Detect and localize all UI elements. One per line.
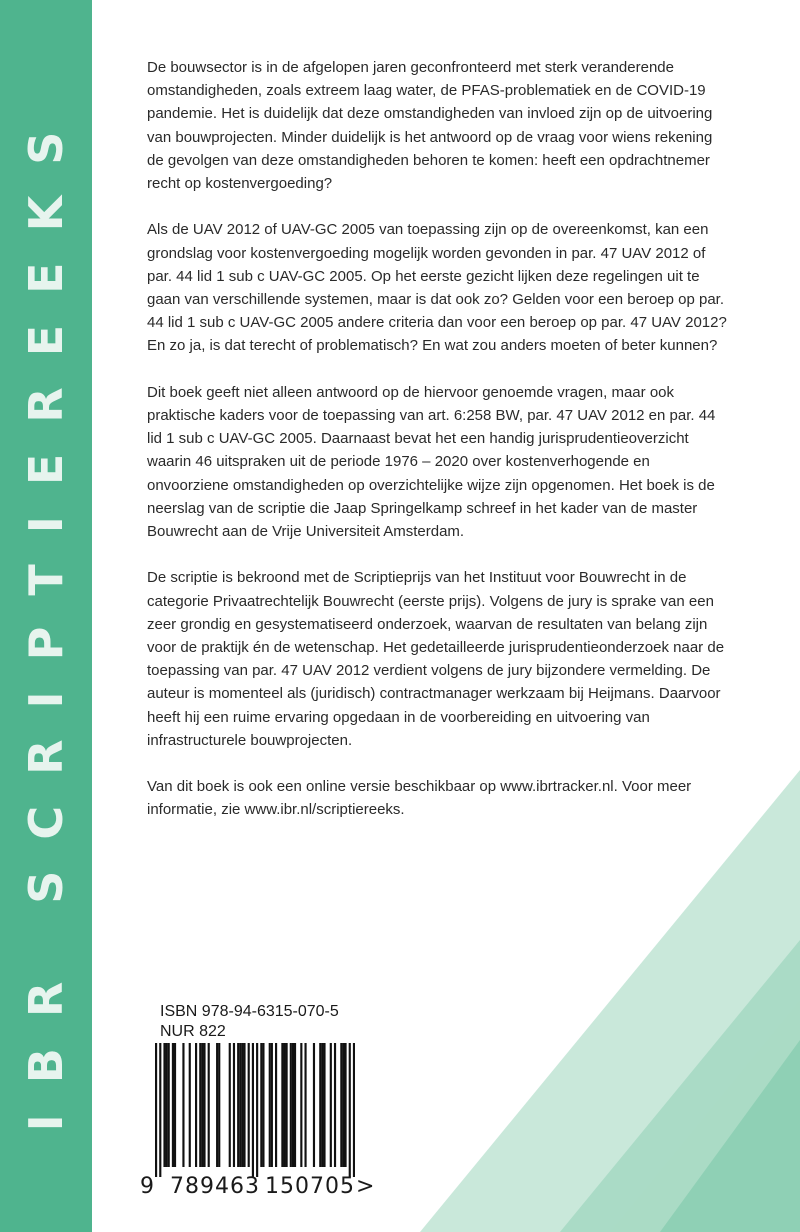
barcode-bar: [243, 1043, 245, 1167]
barcode-bar: [304, 1043, 306, 1167]
barcode-bar: [256, 1043, 258, 1177]
barcode-bar: [216, 1043, 218, 1167]
isbn-number: ISBN 978-94-6315-070-5: [160, 1003, 339, 1020]
barcode-bar: [330, 1043, 332, 1167]
barcode-bar: [313, 1043, 315, 1167]
barcode-bar: [342, 1043, 344, 1167]
barcode-bar: [195, 1043, 197, 1167]
barcode-bar: [168, 1043, 170, 1167]
barcode: [155, 1043, 355, 1177]
barcode-bar: [349, 1043, 351, 1177]
barcode-bar: [218, 1043, 220, 1167]
barcode-bar: [260, 1043, 262, 1167]
barcode-bar: [166, 1043, 168, 1167]
isbn-block: [160, 1002, 339, 1042]
barcode-bar: [290, 1043, 292, 1167]
barcode-bar: [334, 1043, 336, 1167]
barcode-bar: [163, 1043, 165, 1167]
barcode-bar: [229, 1043, 231, 1167]
barcode-bar: [241, 1043, 243, 1167]
barcode-bar: [283, 1043, 285, 1167]
barcode-bar: [353, 1043, 355, 1177]
paragraph-online: Van dit boek is ook een online versie beschikbaar op www.ibrtracker.nl. Voor meer informatie, zie www.ibr.nl/scriptiereeks.: [147, 778, 692, 819]
barcode-bar: [233, 1043, 235, 1167]
barcode-bar: [321, 1043, 323, 1167]
barcode-bar: [239, 1043, 241, 1167]
barcode-bar: [281, 1043, 283, 1167]
barcode-bar: [252, 1043, 254, 1177]
barcode-bar: [199, 1043, 201, 1167]
barcode-bar: [189, 1043, 191, 1167]
barcode-bar: [203, 1043, 205, 1167]
back-cover-text: [147, 56, 727, 845]
paragraph-intro: De bouwsector is in de afgelopen jaren geconfronteerd met sterk veranderende omstandigheden, zoals extreem laag water, de PFAS-problematiek en de COVID-19 pandemie. Het is duidelijk dat deze omstandigheden van invloed zijn op de uitvoering van bouwprojecten. Minder duidelijk is het antwoord op de vraag voor wiens rekening de gevolgen van deze omstandigheden behoren te komen: heeft een opdrachtnemer recht op kostenvergoeding?: [147, 59, 713, 193]
barcode-bar: [340, 1043, 342, 1167]
barcode-bar: [248, 1043, 250, 1167]
barcode-bar: [292, 1043, 294, 1167]
barcode-bar: [159, 1043, 161, 1177]
barcode-bar: [294, 1043, 296, 1167]
barcode-bar: [172, 1043, 174, 1167]
nur-code: NUR 822: [160, 1023, 226, 1040]
barcode-bar: [269, 1043, 271, 1167]
barcode-bar: [271, 1043, 273, 1167]
barcode-lead-digit: 9: [140, 1174, 154, 1199]
paragraph-award: De scriptie is bekroond met de Scriptieprijs van het Instituut voor Bouwrecht in de categorie Privaatrechtelijk Bouwrecht (eerste prijs). Volgens de jury is sprake van een zeer grondig en gesystematiseerd onderzoek, waarvan de resultaten van belang zijn voor de praktijk én de wetenschap. Het gedetailleerde jurisprudentieonderzoek naar de toepassing van par. 47 UAV 2012 verdient volgens de jury bijzondere vermelding. De auteur is momenteel als (juridisch) contractmanager werkzaam bij Heijmans. Daarvoor heeft hij een ruime ervaring opgedaan in de voorbereiding en uitvoering van infrastructurele bouwprojecten.: [147, 569, 725, 749]
paragraph-book: Dit boek geeft niet alleen antwoord op de hiervoor genoemde vragen, maar ook praktische kaders voor de toepassing van art. 6:258 BW, par. 47 UAV 2012 en par. 44 lid 1 sub c UAV-GC 2005. Daarnaast bevat het een handig jurisprudentieoverzicht waarin 46 uitspraken uit de periode 1976 – 2020 over kostenverhogende en onvoorziene omstandigheden op overzichtelijke wijze zijn opgenomen. Het boek is de neerslag van de scriptie die Jaap Springelkamp schreef in het kader van de master Bouwrecht aan de Vrije Universiteit Amsterdam.: [147, 383, 716, 541]
series-title: IBR SCRIPTIEREEKS: [19, 100, 73, 1132]
barcode-bar: [262, 1043, 264, 1167]
barcode-quiet-mark: >: [356, 1174, 375, 1199]
barcode-bar: [208, 1043, 210, 1167]
barcode-bar: [155, 1043, 157, 1177]
barcode-bar: [323, 1043, 325, 1167]
barcode-bar: [300, 1043, 302, 1167]
paragraph-uav: Als de UAV 2012 of UAV-GC 2005 van toepassing zijn op de overeenkomst, kan een grondslag voor kostenvergoeding mogelijk worden gevonden in par. 47 UAV 2012 of par. 44 lid 1 sub c UAV-GC 2005. Op het eerste gezicht lijken deze regelingen uit te gaan van verschillende systemen, maar is dat ook zo? Gelden voor een beroep op par. 44 lid 1 sub c UAV-GC 2005 andere criteria dan voor een beroep op par. 47 UAV 2012? En zo ja, is dat terecht of problematisch? En wat zou anders moeten of beter kunnen?: [147, 221, 727, 355]
barcode-digits-left: 789463: [170, 1174, 260, 1199]
barcode-bar: [237, 1043, 239, 1167]
barcode-bar: [201, 1043, 203, 1167]
barcode-bar: [344, 1043, 346, 1167]
barcode-bar: [275, 1043, 277, 1167]
barcode-bar: [286, 1043, 288, 1167]
barcode-bar: [182, 1043, 184, 1167]
barcode-bar: [174, 1043, 176, 1167]
barcode-bar: [319, 1043, 321, 1167]
barcode-digits-right: 150705: [265, 1174, 355, 1199]
